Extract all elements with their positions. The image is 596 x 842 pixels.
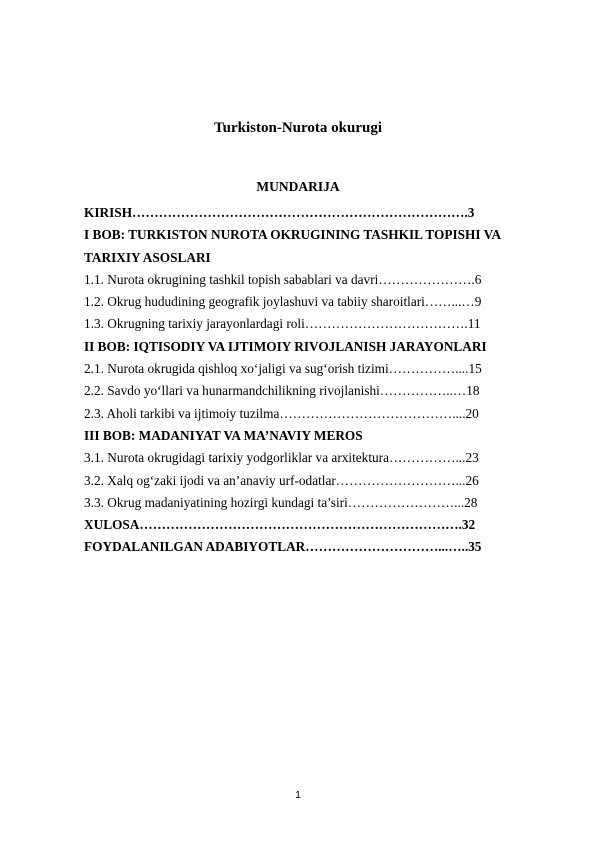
toc-chapter-1-title-line-1: I BOB: TURKISTON NUROTA OKRUGINING TASHKIL TOPISHI VA	[84, 227, 502, 243]
toc-section-2-2: 2.2. Savdo yo‘llari va hunarmandchilikning rivojlanishi……………..…18	[84, 383, 480, 399]
toc-section-1-1: 1.1. Nurota okrugining tashkil topish sabablari va davri………………….6	[84, 271, 482, 287]
toc-entry-intro: KIRISH………………………………………………………………….3	[84, 205, 475, 220]
toc-entry-conclusion: XULOSA……………………………………………………………….32	[84, 517, 476, 533]
toc-section-1-2: 1.2. Okrug hududining geografik joylashuvi va tabiiy sharoitlari……...…9	[84, 294, 482, 310]
toc-section-2-3: 2.3. Aholi tarkibi va ijtimoiy tuzilma…………………………………....20	[84, 405, 479, 421]
document-title: Turkiston-Nurota okurugi	[214, 120, 382, 136]
toc-section-3-2: 3.2. Xalq og‘zaki ijodi va an’anaviy urf-odatlar………………………...26	[84, 472, 479, 488]
toc-section-3-3: 3.3. Okrug madaniyatining hozirgi kundagi ta’siri……………………...28	[84, 494, 478, 510]
toc-chapter-2-title: II BOB: IQTISODIY VA IJTIMOIY RIVOJLANISH JARAYONLARI	[84, 338, 487, 354]
page-number: 1	[295, 790, 301, 801]
toc-section-3-1: 3.1. Nurota okrugidagi tarixiy yodgorliklar va arxitektura……………...23	[84, 450, 479, 466]
toc-chapter-1-title-line-2: TARIXIY ASOSLARI	[84, 249, 211, 265]
toc-heading: MUNDARIJA	[256, 179, 340, 194]
toc-entry-bibliography: FOYDALANILGAN ADABIYOTLAR…………………………...…..35	[84, 539, 482, 555]
toc-chapter-3-title: III BOB: MADANIYAT VA MA’NAVIY MEROS	[84, 427, 363, 443]
toc-section-2-1: 2.1. Nurota okrugida qishloq xo‘jaligi va sug‘orish tizimi……………....15	[84, 361, 482, 377]
table-of-contents	[84, 202, 524, 559]
toc-section-1-3: 1.3. Okrugning tarixiy jarayonlardagi roli……………………………….11	[84, 316, 481, 332]
